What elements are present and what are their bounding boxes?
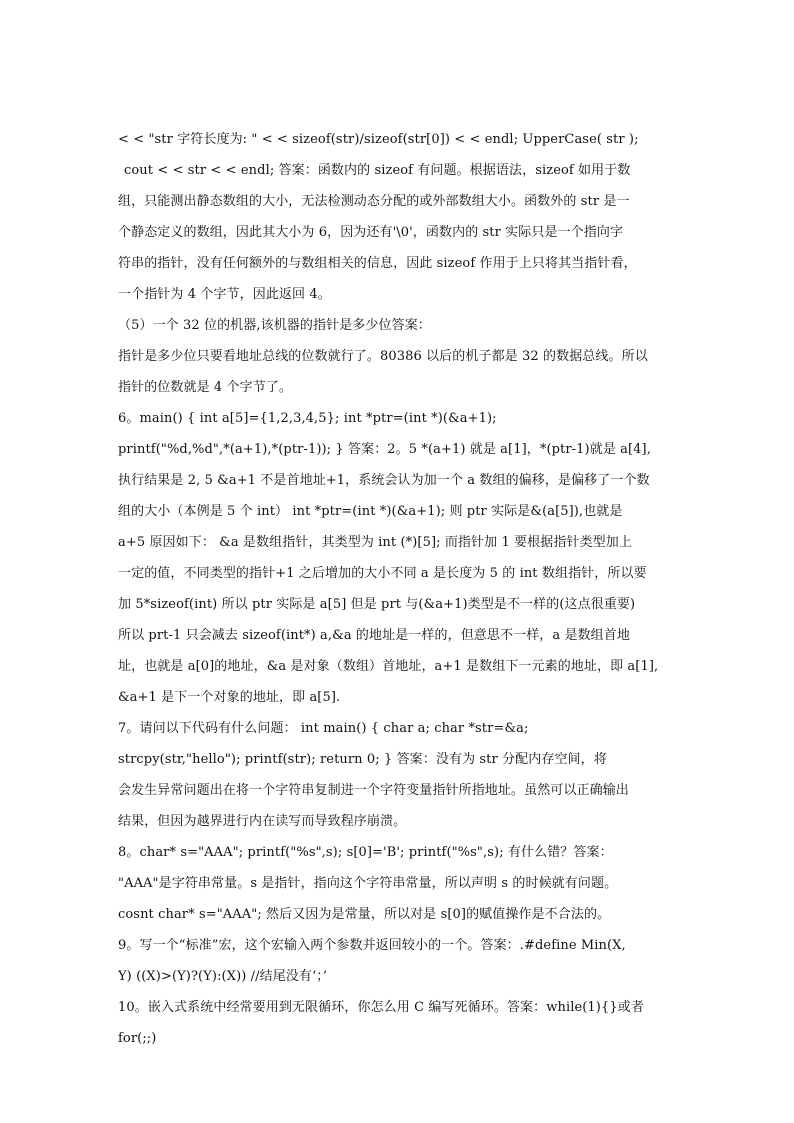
text-line: for(;;) <box>118 1031 157 1046</box>
text-line: 组，只能测出静态数组的大小，无法检测动态分配的或外部数组大小。函数外的 str 是一 <box>118 194 630 209</box>
text-line: cout < < str < < endl; 答案：函数内的 sizeof 有问题。根据语法，sizeof 如用于数 <box>124 163 631 178</box>
text-line: 一个指针为 4 个字节，因此返回 4。 <box>118 287 331 302</box>
text-line: 会发生异常问题出在将一个字符串复制进一个字符变量指针所指地址。虽然可以正确输出 <box>118 783 629 798</box>
text-line: 一定的值，不同类型的指针+1 之后增加的大小不同 a 是长度为 5 的 int 数组指针，所以要 <box>118 566 647 581</box>
text-line: 指针的位数就是 4 个字节了。 <box>118 380 293 395</box>
text-line: 指针是多少位只要看地址总线的位数就行了。80386 以后的机子都是 32 的数据总线。所以 <box>118 349 648 364</box>
text-line: Y) ((X)>(Y)?(Y):(X)) //结尾没有‘；’ <box>118 969 328 984</box>
text-line: "AAA"是字符串常量。s 是指针，指向这个字符串常量，所以声明 s 的时候就有问题。 <box>118 876 618 891</box>
text-line: < < "str 字符长度为: " < < sizeof(str)/sizeof(str[0]) < < endl; UpperCase( str ); <box>118 132 639 147</box>
text-line: &a+1 是下一个对象的地址，即 a[5]. <box>118 690 341 705</box>
document-body <box>118 124 683 1054</box>
text-line: 结果，但因为越界进行内在读写而导致程序崩溃。 <box>118 814 407 829</box>
text-line: 10。嵌入式系统中经常要用到无限循环，你怎么用 C 编写死循环。答案：while(1){}或者 <box>118 1000 644 1015</box>
text-line: 址，也就是 a[0]的地址，&a 是对象（数组）首地址，a+1 是数组下一元素的地址，即 a[1], <box>118 659 659 674</box>
text-line: 执行结果是 2, 5 &a+1 不是首地址+1，系统会认为加一个 a 数组的偏移，是偏移了一个数 <box>118 473 650 488</box>
text-line: 符串的指针，没有任何额外的与数组相关的信息，因此 sizeof 作用于上只将其当指针看， <box>118 256 637 271</box>
text-line: 7。请问以下代码有什么问题： int main() { char a; char *str=&a; <box>118 721 529 736</box>
text-line: a+5 原因如下： &a 是数组指针，其类型为 int (*)[5]; 而指针加 1 要根据指针类型加上 <box>118 535 632 550</box>
text-line: 9。写一个“标准”宏，这个宏输入两个参数并返回较小的一个。答案：.#define Min(X, <box>118 938 626 953</box>
text-line: strcpy(str,"hello"); printf(str); return 0; } 答案：没有为 str 分配内存空间，将 <box>118 752 607 767</box>
text-line: （5）一个 32 位的机器,该机器的指针是多少位答案： <box>118 318 431 333</box>
text-line: 个静态定义的数组，因此其大小为 6，因为还有'\0'，函数内的 str 实际只是一个指向字 <box>118 225 624 240</box>
text-line: 组的大小（本例是 5 个 int） int *ptr=(int *)(&a+1); 则 ptr 实际是&(a[5]),也就是 <box>118 504 623 519</box>
text-line: printf("%d,%d",*(a+1),*(ptr-1)); } 答案：2。5 *(a+1) 就是 a[1]，*(ptr-1)就是 a[4], <box>118 442 651 457</box>
text-line: cosnt char* s="AAA"; 然后又因为是常量，所以对是 s[0]的赋值操作是不合法的。 <box>118 907 611 922</box>
text-line: 8。char* s="AAA"; printf("%s",s); s[0]='B'; printf("%s",s); 有什么错？答案： <box>118 845 613 860</box>
text-line: 6。main() { int a[5]={1,2,3,4,5}; int *ptr=(int *)(&a+1); <box>118 411 497 426</box>
text-line: 所以 prt-1 只会减去 sizeof(int*) a,&a 的地址是一样的，但意思不一样，a 是数组首地 <box>118 628 630 643</box>
text-line: 加 5*sizeof(int) 所以 ptr 实际是 a[5] 但是 prt 与(&a+1)类型是不一样的(这点很重要) <box>118 597 636 612</box>
